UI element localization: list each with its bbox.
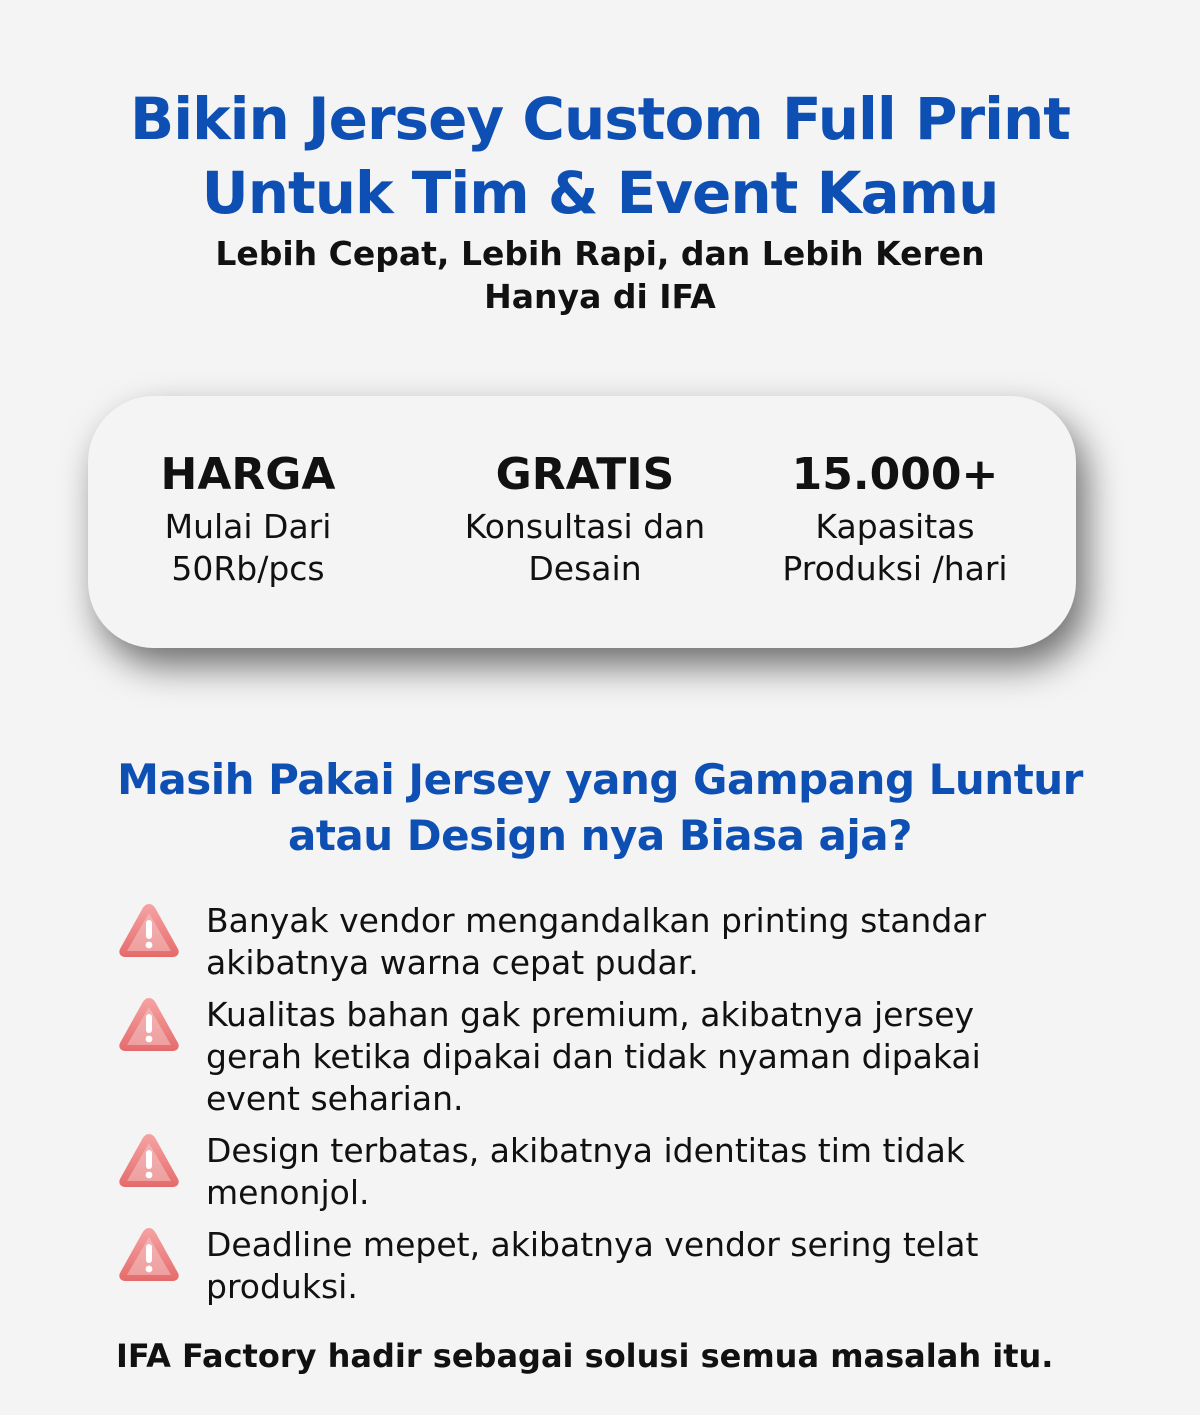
warning-triangle-icon xyxy=(116,1130,182,1190)
hero-section xyxy=(0,82,1200,318)
problem-item xyxy=(116,1130,1076,1214)
problem-text: Design terbatas, akibatnya identitas tim tidak menonjol. xyxy=(206,1131,965,1212)
hero-title xyxy=(0,82,1200,230)
warning-triangle-icon xyxy=(116,994,182,1054)
closing-statement: IFA Factory hadir sebagai solusi semua masalah itu. xyxy=(116,1337,1054,1375)
stat-capacity xyxy=(752,446,1038,590)
hero-subtitle-line-1: Lebih Cepat, Lebih Rapi, dan Lebih Keren xyxy=(215,234,985,273)
hero-title-line-1: Bikin Jersey Custom Full Print xyxy=(130,85,1070,153)
stat-price xyxy=(118,446,378,590)
stat-free-desc-line-1: Konsultasi dan xyxy=(464,507,706,546)
stat-price-desc-line-2: 50Rb/pcs xyxy=(171,549,325,588)
problem-list xyxy=(116,900,1076,1318)
warning-triangle-icon xyxy=(116,900,182,960)
problem-title-line-2: atau Design nya Biasa aja? xyxy=(287,811,912,860)
stats-card xyxy=(88,396,1076,648)
stat-price-desc-line-1: Mulai Dari xyxy=(164,507,332,546)
warning-triangle-icon xyxy=(116,1224,182,1284)
problem-item xyxy=(116,994,1076,1120)
stat-capacity-head: 15.000+ xyxy=(791,449,999,500)
problem-text: Kualitas bahan gak premium, akibatnya jersey gerah ketika dipakai dan tidak nyaman dipakai event seharian. xyxy=(206,995,981,1118)
stat-free xyxy=(440,446,730,590)
hero-subtitle-line-2: Hanya di IFA xyxy=(484,277,716,316)
stat-capacity-desc xyxy=(752,506,1038,590)
problem-title-line-1: Masih Pakai Jersey yang Gampang Luntur xyxy=(117,755,1083,804)
stat-capacity-desc-line-1: Kapasitas xyxy=(815,507,975,546)
hero-subtitle xyxy=(0,232,1200,318)
stat-capacity-desc-line-2: Produksi /hari xyxy=(782,549,1008,588)
problem-title xyxy=(0,752,1200,864)
stat-price-head: HARGA xyxy=(160,449,336,500)
problem-text: Deadline mepet, akibatnya vendor sering telat produksi. xyxy=(206,1225,979,1306)
hero-title-line-2: Untuk Tim & Event Kamu xyxy=(201,159,999,227)
problem-item xyxy=(116,900,1076,984)
problem-item xyxy=(116,1224,1076,1308)
stat-price-desc xyxy=(118,506,378,590)
stat-free-head: GRATIS xyxy=(495,449,675,500)
problem-text: Banyak vendor mengandalkan printing standar akibatnya warna cepat pudar. xyxy=(206,901,987,982)
stat-free-desc xyxy=(440,506,730,590)
stat-free-desc-line-2: Desain xyxy=(528,549,642,588)
